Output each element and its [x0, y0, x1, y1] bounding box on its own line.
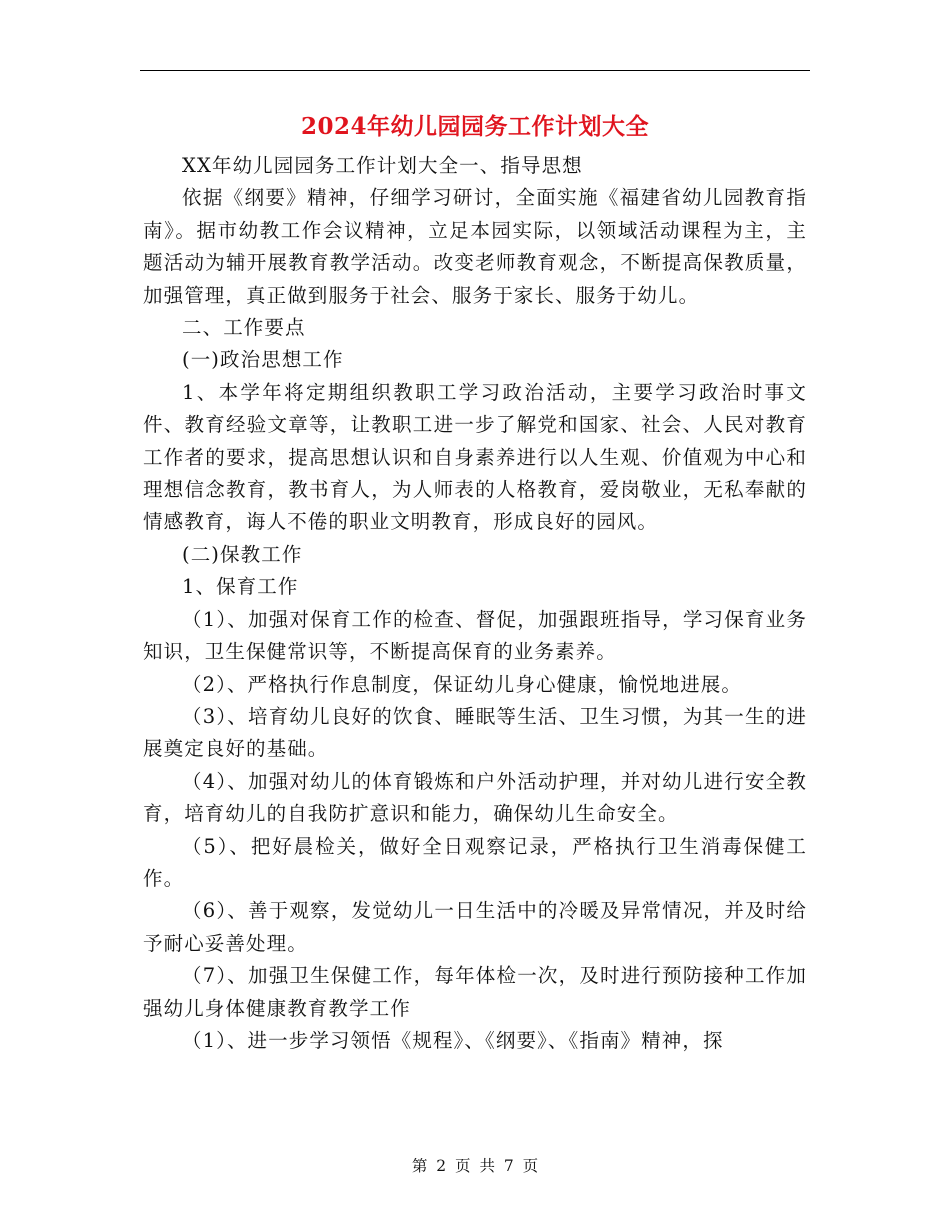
list-item: （1）、加强对保育工作的检查、督促，加强跟班指导，学习保育业务知识，卫生保健常识等，不断提高保育的业务素养。: [143, 607, 807, 664]
list-item: （2）、严格执行作息制度，保证幼儿身心健康，愉悦地进展。: [182, 672, 742, 696]
document-body: [143, 150, 807, 1057]
paragraph: 1、本学年将定期组织教职工学习政治活动，主要学习政治时事文件、教育经验文章等，让教职工进一步了解党和国家、社会、人民对教育工作者的要求，提高思想认识和自身素养进行以人生观、价值观为中心和理想信念教育，教书育人，为人师表的人格教育，爱岗敬业，无私奉献的情感教育，诲人不倦的职业文明教育，形成良好的园风。: [143, 380, 807, 534]
item-heading: 1、保育工作: [182, 575, 299, 599]
list-item: （5）、把好晨检关，做好全日观察记录，严格执行卫生消毒保健工作。: [143, 834, 807, 890]
section-heading: 二、工作要点: [182, 316, 306, 340]
list-item: （7）、加强卫生保健工作，每年体检一次，及时进行预防接种工作加强幼儿身体健康教育教学工作: [143, 964, 807, 1020]
subsection-heading: (一)政治思想工作: [182, 348, 344, 372]
paragraph: 依据《纲要》精神，仔细学习研讨，全面实施《福建省幼儿园教育指南》。据市幼教工作会议精神，立足本园实际，以领域活动课程为主，主题活动为辅开展教育教学活动。改变老师教育观念，不断提高保教质量，加强管理，真正做到服务于社会、服务于家长、服务于幼儿。: [143, 186, 807, 307]
page-number: 第 2 页 共 7 页: [411, 1157, 539, 1175]
paragraph: XX年幼儿园园务工作计划大全一、指导思想: [182, 154, 583, 177]
page-title: 2024年幼儿园园务工作计划大全: [300, 113, 649, 140]
subsection-heading: (二)保教工作: [182, 542, 303, 566]
list-item: （4）、加强对幼儿的体育锻炼和户外活动护理，并对幼儿进行安全教育，培育幼儿的自我防扩意识和能力，确保幼儿生命安全。: [143, 769, 807, 826]
list-item: （3）、培育幼儿良好的饮食、睡眠等生活、卫生习惯，为其一生的进展奠定良好的基础。: [143, 704, 807, 761]
header-rule: [140, 70, 810, 71]
list-item: （6）、善于观察，发觉幼儿一日生活中的冷暖及异常情况，并及时给予耐心妥善处理。: [143, 899, 807, 955]
list-item: （1）、进一步学习领悟《规程》、《纲要》、《指南》精神，探: [182, 1028, 724, 1052]
